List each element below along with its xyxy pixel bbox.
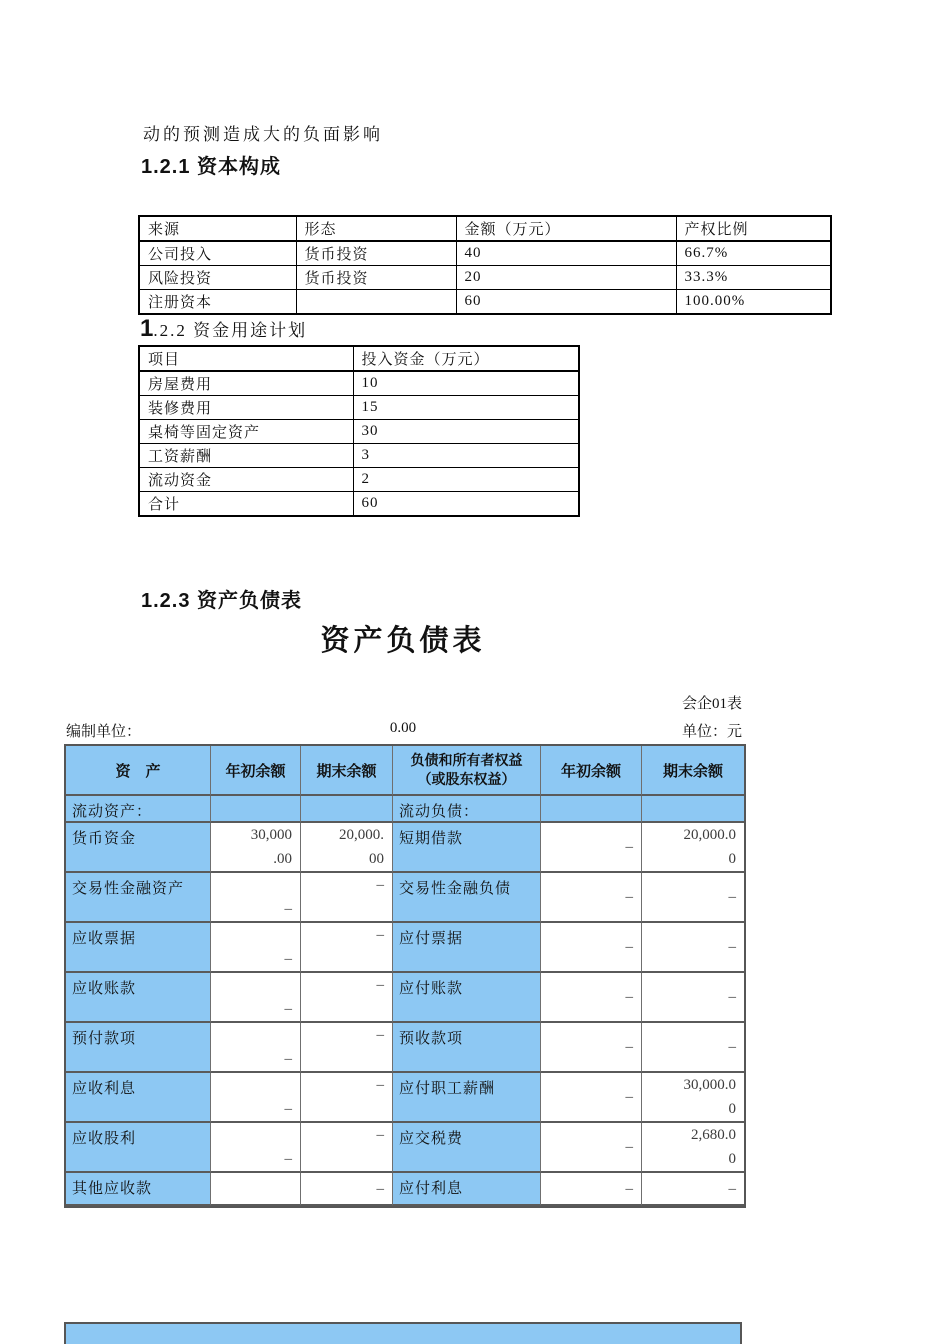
value-line: – — [376, 927, 384, 943]
column-header: 项目 — [139, 346, 353, 371]
value-line: – — [728, 1039, 736, 1055]
value-cell — [541, 873, 642, 923]
value-cell — [541, 923, 642, 973]
value-cell — [211, 873, 301, 923]
value-line: – — [376, 977, 384, 993]
value-cell — [541, 1123, 642, 1173]
value-line — [301, 1097, 384, 1121]
value-line: – — [284, 1051, 292, 1067]
liability-header-line1: 负债和所有者权益 — [410, 752, 523, 768]
table-cell: 公司投入 — [139, 241, 296, 266]
value-cell — [541, 1173, 642, 1206]
row-label: 应付职工薪酬 — [393, 1073, 541, 1123]
value-cell — [301, 1023, 393, 1073]
column-header-end: 期末余额 — [642, 746, 744, 796]
value-cell — [642, 823, 744, 873]
table-cell: 3 — [353, 444, 579, 468]
value-line: 00 — [369, 851, 384, 867]
column-header-begin: 年初余额 — [211, 746, 301, 796]
value-cell — [541, 1073, 642, 1123]
value-cell — [541, 1023, 642, 1073]
column-header: 金额（万元） — [456, 216, 676, 241]
table-cell: 合计 — [139, 492, 353, 517]
balance-sheet-title: 资产负债表 — [320, 625, 486, 657]
row-label: 应收账款 — [66, 973, 211, 1023]
value-cell — [211, 1123, 301, 1173]
value-line: 0 — [728, 1151, 736, 1167]
prepared-by-value: 0.00 — [389, 720, 417, 736]
unit-label: 单位：元 — [681, 724, 742, 740]
value-line — [211, 923, 292, 947]
value-line: 20,000. — [339, 827, 384, 843]
value-line: 0 — [728, 851, 736, 867]
column-header: 产权比例 — [676, 216, 831, 241]
liability-header-line2: （或股东权益） — [417, 771, 516, 787]
value-cell — [211, 1173, 301, 1206]
value-line: – — [625, 1089, 633, 1105]
value-cell — [301, 873, 393, 923]
value-cell — [211, 1073, 301, 1123]
value-line: – — [728, 989, 736, 1005]
empty-cell — [211, 796, 301, 823]
table-row — [139, 266, 831, 290]
table-cell: 桌椅等固定资产 — [139, 420, 353, 444]
table-cell: 40 — [456, 241, 676, 266]
value-cell — [642, 1123, 744, 1173]
value-line — [301, 1047, 384, 1071]
clipped-next-row — [64, 1322, 742, 1344]
value-line: – — [728, 1180, 736, 1197]
table-row — [139, 371, 579, 396]
value-line: – — [376, 1127, 384, 1143]
value-cell — [301, 823, 393, 873]
column-header: 投入资金（万元） — [353, 346, 579, 371]
value-line: – — [376, 1077, 384, 1093]
table-row — [139, 290, 831, 315]
value-line: – — [376, 1027, 384, 1043]
heading-number: 1 — [140, 315, 154, 342]
table-cell: 注册资本 — [139, 290, 296, 315]
table-row — [139, 444, 579, 468]
value-line — [211, 1023, 292, 1047]
value-line: – — [625, 989, 633, 1005]
value-line — [301, 1147, 384, 1171]
value-cell — [211, 823, 301, 873]
table-cell: 货币投资 — [296, 266, 456, 290]
value-line: – — [625, 939, 633, 955]
table-cell: 风险投资 — [139, 266, 296, 290]
heading-1-2-1: 1.2.1 资本构成 — [141, 156, 282, 178]
empty-cell — [301, 796, 393, 823]
value-line: – — [376, 877, 384, 893]
value-cell — [642, 1173, 744, 1206]
value-line — [211, 973, 292, 997]
form-code: 会企01表 — [681, 696, 742, 712]
value-cell — [541, 823, 642, 873]
value-line: – — [376, 1180, 384, 1197]
table-cell: 装修费用 — [139, 396, 353, 420]
table-cell: 60 — [353, 492, 579, 517]
row-label: 货币资金 — [66, 823, 211, 873]
value-cell — [642, 973, 744, 1023]
table-cell: 15 — [353, 396, 579, 420]
column-header-liability — [393, 746, 541, 796]
value-line: – — [625, 1139, 633, 1155]
table-cell: 20 — [456, 266, 676, 290]
capital-table — [138, 215, 832, 315]
prepared-by-label: 编制单位： — [66, 724, 142, 740]
table-cell: 60 — [456, 290, 676, 315]
section-label-current-assets: 流动资产： — [66, 796, 211, 823]
value-line — [211, 1073, 292, 1097]
value-cell — [541, 973, 642, 1023]
row-label: 交易性金融资产 — [66, 873, 211, 923]
value-line: – — [284, 901, 292, 917]
row-label: 应付账款 — [393, 973, 541, 1023]
value-line: – — [284, 1001, 292, 1017]
value-cell — [301, 923, 393, 973]
row-label: 其他应收款 — [66, 1173, 211, 1206]
row-label: 应收票据 — [66, 923, 211, 973]
usage-table-header-row — [139, 346, 579, 371]
column-header: 来源 — [139, 216, 296, 241]
table-row — [139, 420, 579, 444]
row-label: 应付利息 — [393, 1173, 541, 1206]
table-cell: 工资薪酬 — [139, 444, 353, 468]
value-line: 2,680.0 — [691, 1127, 736, 1143]
table-cell: 货币投资 — [296, 241, 456, 266]
value-cell — [301, 1173, 393, 1206]
value-line: – — [284, 1151, 292, 1167]
value-line: – — [284, 951, 292, 967]
table-row — [139, 468, 579, 492]
value-line: – — [728, 889, 736, 905]
value-line: .00 — [273, 851, 292, 867]
row-label: 应交税费 — [393, 1123, 541, 1173]
table-cell: 流动资金 — [139, 468, 353, 492]
value-line: 0 — [728, 1101, 736, 1117]
row-label: 交易性金融负债 — [393, 873, 541, 923]
value-line: 30,000.0 — [683, 1077, 736, 1093]
column-header-asset: 资 产 — [66, 746, 211, 796]
value-line: 30,000 — [250, 827, 292, 843]
table-row — [139, 492, 579, 517]
value-cell — [301, 1123, 393, 1173]
value-line: – — [625, 1039, 633, 1055]
value-cell — [642, 1023, 744, 1073]
row-label: 短期借款 — [393, 823, 541, 873]
value-line — [211, 1123, 292, 1147]
value-line: – — [625, 889, 633, 905]
value-cell — [301, 1073, 393, 1123]
row-label: 应收利息 — [66, 1073, 211, 1123]
column-header: 形态 — [296, 216, 456, 241]
row-label: 预付款项 — [66, 1023, 211, 1073]
sheet-info-line — [64, 720, 742, 740]
value-line: – — [728, 939, 736, 955]
value-line: 20,000.0 — [683, 827, 736, 843]
table-cell: 100.00% — [676, 290, 831, 315]
table-row — [139, 396, 579, 420]
row-label: 应付票据 — [393, 923, 541, 973]
value-line: – — [625, 839, 633, 855]
row-label: 预收款项 — [393, 1023, 541, 1073]
heading-text: .2.2 资金用途计划 — [153, 321, 308, 340]
column-header-end: 期末余额 — [301, 746, 393, 796]
value-line: – — [284, 1101, 292, 1117]
value-cell — [211, 1023, 301, 1073]
value-line — [211, 873, 292, 897]
table-cell: 33.3% — [676, 266, 831, 290]
table-cell: 2 — [353, 468, 579, 492]
value-cell — [211, 973, 301, 1023]
capital-table-header-row — [139, 216, 831, 241]
empty-cell — [642, 796, 744, 823]
intro-text: 动的预测造成大的负面影响 — [143, 125, 383, 144]
table-cell: 房屋费用 — [139, 371, 353, 396]
empty-cell — [541, 796, 642, 823]
value-line — [301, 947, 384, 971]
section-label-current-liabilities: 流动负债： — [393, 796, 541, 823]
balance-sheet-table — [64, 744, 746, 1208]
value-line — [211, 1177, 292, 1201]
value-line: – — [625, 1180, 633, 1197]
heading-1-2-3: 1.2.3 资产负债表 — [141, 590, 303, 612]
value-cell — [642, 1073, 744, 1123]
value-cell — [642, 873, 744, 923]
table-cell: 66.7% — [676, 241, 831, 266]
value-cell — [642, 923, 744, 973]
table-cell: 30 — [353, 420, 579, 444]
value-line — [301, 997, 384, 1021]
row-label: 应收股利 — [66, 1123, 211, 1173]
table-cell: 10 — [353, 371, 579, 396]
table-row — [139, 241, 831, 266]
table-cell — [296, 290, 456, 315]
column-header-begin: 年初余额 — [541, 746, 642, 796]
usage-table — [138, 345, 580, 517]
heading-1-2-2 — [140, 315, 307, 343]
value-cell — [211, 923, 301, 973]
value-line — [301, 897, 384, 921]
value-cell — [301, 973, 393, 1023]
